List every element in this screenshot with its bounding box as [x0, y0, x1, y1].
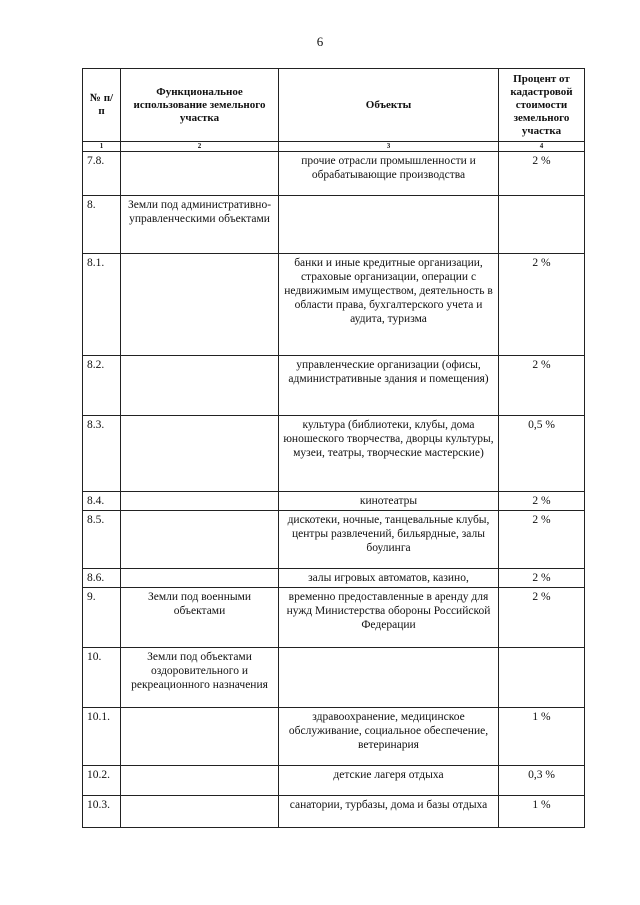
row-percent: 0,3 % [499, 766, 585, 796]
header-function: Функциональное использование земельного участка [121, 69, 279, 142]
row-function [121, 254, 279, 356]
table-row [83, 196, 585, 254]
row-number: 8.4. [83, 492, 121, 511]
land-use-table [82, 68, 585, 828]
row-percent: 2 % [499, 356, 585, 416]
row-number: 8.3. [83, 416, 121, 492]
row-number: 10.2. [83, 766, 121, 796]
row-percent: 2 % [499, 152, 585, 196]
row-number: 7.8. [83, 152, 121, 196]
row-number: 9. [83, 588, 121, 648]
row-percent: 0,5 % [499, 416, 585, 492]
row-function [121, 416, 279, 492]
column-index: 3 [279, 142, 499, 152]
table-row [83, 492, 585, 511]
header-percent: Процент от кадастровой стоимости земельного участка [499, 69, 585, 142]
row-percent: 2 % [499, 511, 585, 569]
row-objects [279, 196, 499, 254]
column-index: 1 [83, 142, 121, 152]
row-objects: прочие отрасли промышленности и обрабатывающие производства [279, 152, 499, 196]
row-percent: 2 % [499, 254, 585, 356]
row-objects [279, 648, 499, 708]
table-row [83, 356, 585, 416]
table-row [83, 796, 585, 828]
row-number: 8.2. [83, 356, 121, 416]
table-row [83, 511, 585, 569]
row-objects: здравоохранение, медицинское обслуживание, социальное обеспечение, ветеринария [279, 708, 499, 766]
row-objects: санатории, турбазы, дома и базы отдыха [279, 796, 499, 828]
table-row [83, 152, 585, 196]
table-header-row [83, 69, 585, 142]
row-number: 10.1. [83, 708, 121, 766]
header-objects: Объекты [279, 69, 499, 142]
table-row [83, 569, 585, 588]
row-percent [499, 648, 585, 708]
row-function: Земли под административно-управленческими объектами [121, 196, 279, 254]
row-function [121, 569, 279, 588]
row-function: Земли под военными объектами [121, 588, 279, 648]
table-row [83, 416, 585, 492]
row-number: 8.1. [83, 254, 121, 356]
header-number: № п/п [83, 69, 121, 142]
row-function [121, 492, 279, 511]
row-function [121, 356, 279, 416]
row-percent [499, 196, 585, 254]
table-row [83, 708, 585, 766]
table-row [83, 766, 585, 796]
row-objects: детские лагеря отдыха [279, 766, 499, 796]
row-percent: 2 % [499, 588, 585, 648]
row-number: 8.5. [83, 511, 121, 569]
column-index: 2 [121, 142, 279, 152]
row-objects: культура (библиотеки, клубы, дома юношеского творчества, дворцы культуры, музеи, театры, творческие мастерские) [279, 416, 499, 492]
row-percent: 2 % [499, 569, 585, 588]
row-function [121, 766, 279, 796]
column-index: 4 [499, 142, 585, 152]
table-row [83, 254, 585, 356]
row-objects: управленческие организации (офисы, административные здания и помещения) [279, 356, 499, 416]
row-percent: 1 % [499, 708, 585, 766]
table-row [83, 588, 585, 648]
row-objects: временно предоставленные в аренду для нужд Министерства обороны Российской Федерации [279, 588, 499, 648]
row-number: 8.6. [83, 569, 121, 588]
row-objects: кинотеатры [279, 492, 499, 511]
row-number: 8. [83, 196, 121, 254]
column-index-row [83, 142, 585, 152]
row-percent: 1 % [499, 796, 585, 828]
table-row [83, 648, 585, 708]
row-objects: банки и иные кредитные организации, страховые организации, операции с недвижимым имуществом, деятельность в области права, бухгалтерского учета и аудита, туризма [279, 254, 499, 356]
row-function [121, 708, 279, 766]
row-number: 10.3. [83, 796, 121, 828]
row-function: Земли под объектами оздоровительного и рекреационного назначения [121, 648, 279, 708]
row-percent: 2 % [499, 492, 585, 511]
row-number: 10. [83, 648, 121, 708]
row-function [121, 796, 279, 828]
row-objects: залы игровых автоматов, казино, [279, 569, 499, 588]
row-objects: дискотеки, ночные, танцевальные клубы, центры развлечений, бильярдные, залы боулинга [279, 511, 499, 569]
row-function [121, 511, 279, 569]
row-function [121, 152, 279, 196]
page-number: 6 [316, 34, 324, 49]
